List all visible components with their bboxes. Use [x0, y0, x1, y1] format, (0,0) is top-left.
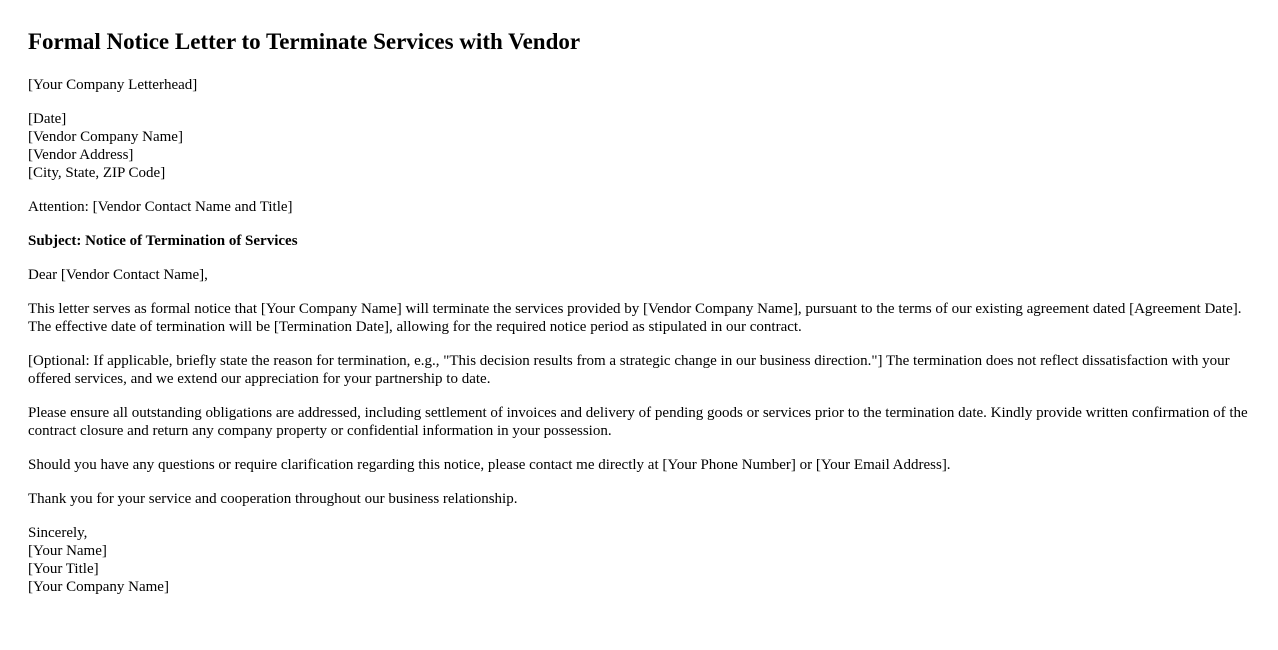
body-paragraph-notice: This letter serves as formal notice that [Your Company Name] will terminate the services provided by [Vendor Company Name], pursuant to the terms of our existing agreement dated [Agreement Date]. The effective date of termination will be [Termination Date], allowing for the required notice period as stipulated in our contract. [28, 301, 1242, 335]
body-paragraph-contact: Should you have any questions or require clarification regarding this notice, please contact me directly at [Your Phone Number] or [Your Email Address]. [28, 457, 951, 473]
signer-company-line: [Your Company Name] [28, 579, 169, 595]
letterhead: [Your Company Letterhead] [28, 77, 198, 93]
signer-title-line: [Your Title] [28, 561, 99, 577]
body-paragraph-obligations: Please ensure all outstanding obligations are addressed, including settlement of invoices and delivery of pending goods or services prior to the termination date. Kindly provide written confirmation of the contract closure and return any company property or confidential information in your possession. [28, 405, 1248, 439]
signature-block [28, 524, 1250, 596]
address-block [28, 110, 1250, 182]
body-paragraph-thanks: Thank you for your service and cooperation throughout our business relationship. [28, 491, 518, 507]
subject-line: Subject: Notice of Termination of Services [28, 233, 298, 249]
page-title: Formal Notice Letter to Terminate Services with Vendor [28, 29, 581, 54]
body-paragraph-reason: [Optional: If applicable, briefly state the reason for termination, e.g., "This decision results from a strategic change in our business direction."] The termination does not reflect dissatisfaction with your offered services, and we extend our appreciation for your partnership to date. [28, 353, 1230, 387]
vendor-address-line: [Vendor Address] [28, 147, 134, 163]
city-state-zip-line: [City, State, ZIP Code] [28, 165, 166, 181]
vendor-company-line: [Vendor Company Name] [28, 129, 183, 145]
signer-name-line: [Your Name] [28, 543, 107, 559]
date-line: [Date] [28, 111, 67, 127]
salutation: Dear [Vendor Contact Name], [28, 267, 208, 283]
closing-line: Sincerely, [28, 525, 88, 541]
attention-line: Attention: [Vendor Contact Name and Title] [28, 199, 293, 215]
